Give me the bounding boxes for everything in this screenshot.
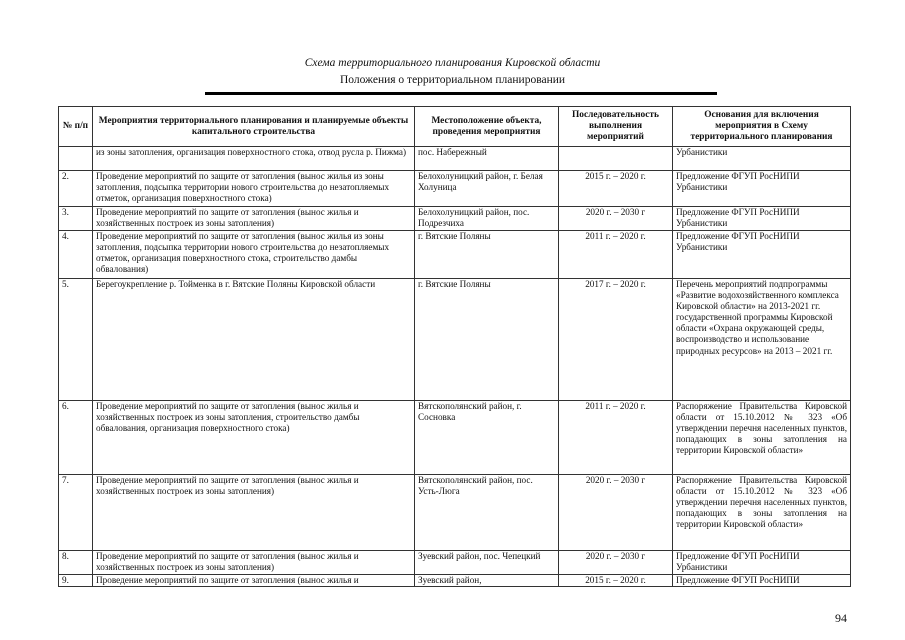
table-row — [59, 401, 851, 475]
table-row — [59, 551, 851, 575]
row-activity: Проведение мероприятий по защите от затопления (вынос жилья и хозяйственных построек из зоны затопления) — [93, 475, 415, 551]
row-location: г. Вятские Поляны — [415, 279, 559, 401]
row-location: Вятскополянский район, пос. Усть-Люга — [415, 475, 559, 551]
table-row — [59, 231, 851, 279]
row-location: Зуевский район, пос. Чепецкий — [415, 551, 559, 575]
col-header-number: № п/п — [59, 107, 93, 147]
row-basis: Распоряжение Правительства Кировской области от 15.10.2012 № 323 «Об утверждении перечня населенных пунктов, попадающих в зоны затопления на территории Кировской области» — [673, 401, 851, 475]
row-number: 9. — [59, 575, 93, 587]
row-activity: Проведение мероприятий по защите от затопления (вынос жилья и хозяйственных построек из зоны затопления) — [93, 551, 415, 575]
row-number: 7. — [59, 475, 93, 551]
table-row — [59, 279, 851, 401]
row-location: Белохолуницкий район, пос. Подрезчиха — [415, 207, 559, 231]
row-basis: Предложение ФГУП РосНИПИ Урбанистики — [673, 551, 851, 575]
row-activity: Проведение мероприятий по защите от затопления (вынос жилья и хозяйственных построек из зоны затопления, строительство дамбы обвалования, организация поверхностного стока) — [93, 401, 415, 475]
row-period: 2020 г. – 2030 г — [559, 475, 673, 551]
row-number: 5. — [59, 279, 93, 401]
header-divider — [205, 92, 717, 95]
table-row — [59, 575, 851, 587]
row-activity: Проведение мероприятий по защите от затопления (вынос жилья из зоны затопления, подсыпка территории нового строительства до незатопляемых отметок, организация поверхностного стока, строительство дамбы обвалования) — [93, 231, 415, 279]
col-header-location: Местоположение объекта, проведения мероприятия — [415, 107, 559, 147]
row-basis: Предложение ФГУП РосНИПИ Урбанистики — [673, 171, 851, 207]
row-number: 8. — [59, 551, 93, 575]
table-row — [59, 475, 851, 551]
row-activity: Проведение мероприятий по защите от затопления (вынос жилья и — [93, 575, 415, 587]
row-basis: Перечень мероприятий подпрограммы «Развитие водохозяйственного комплекса Кировской области» на 2013-2021 гг. государственной программы Кировской области «Охрана окружающей среды, воспроизводство и использование природных ресурсов» на 2013 – 2021 гг. — [673, 279, 851, 401]
row-number: 3. — [59, 207, 93, 231]
row-basis: Предложение ФГУП РосНИПИ Урбанистики — [673, 231, 851, 279]
col-header-period: Последовательность выполнения мероприятий — [559, 107, 673, 147]
row-location: Вятскополянский район, г. Сосновка — [415, 401, 559, 475]
row-period: 2020 г. – 2030 г — [559, 207, 673, 231]
row-number: 6. — [59, 401, 93, 475]
row-basis: Урбанистики — [673, 147, 851, 171]
row-number — [59, 147, 93, 171]
row-location: пос. Набережный — [415, 147, 559, 171]
page-number: 94 — [835, 611, 847, 625]
row-period: 2015 г. – 2020 г. — [559, 575, 673, 587]
document-title: Схема территориального планирования Кировской области — [304, 57, 601, 69]
activities-table — [58, 106, 851, 587]
row-period — [559, 147, 673, 171]
row-period: 2020 г. – 2030 г — [559, 551, 673, 575]
row-activity: Проведение мероприятий по защите от затопления (вынос жилья и хозяйственных построек из зоны затопления) — [93, 207, 415, 231]
table-header-row — [59, 107, 851, 147]
row-period: 2017 г. – 2020 г. — [559, 279, 673, 401]
table-row — [59, 207, 851, 231]
row-activity: Берегоукрепление р. Тойменка в г. Вятские Поляны Кировской области — [93, 279, 415, 401]
col-header-activity: Мероприятия территориального планирования и планируемые объекты капитального строительства — [93, 107, 415, 147]
row-location: Зуевский район, — [415, 575, 559, 587]
row-number: 2. — [59, 171, 93, 207]
row-activity: из зоны затопления, организация поверхностного стока, отвод русла р. Пижма) — [93, 147, 415, 171]
document-subtitle: Положения о территориальном планировании — [339, 74, 566, 86]
row-period: 2011 г. – 2020 г. — [559, 231, 673, 279]
table-row — [59, 171, 851, 207]
table-row — [59, 147, 851, 171]
row-basis: Распоряжение Правительства Кировской области от 15.10.2012 № 323 «Об утверждении перечня населенных пунктов, попадающих в зоны затопления на территории Кировской области» — [673, 475, 851, 551]
row-period: 2015 г. – 2020 г. — [559, 171, 673, 207]
row-basis: Предложение ФГУП РосНИПИ Урбанистики — [673, 207, 851, 231]
row-activity: Проведение мероприятий по защите от затопления (вынос жилья из зоны затопления, подсыпка территории нового строительства до незатопляемых отметок, организация поверхностного стока) — [93, 171, 415, 207]
col-header-basis: Основания для включения мероприятия в Схему территориального планирования — [673, 107, 851, 147]
row-location: г. Вятские Поляны — [415, 231, 559, 279]
row-period: 2011 г. – 2020 г. — [559, 401, 673, 475]
row-location: Белохолуницкий район, г. Белая Холуница — [415, 171, 559, 207]
row-basis: Предложение ФГУП РосНИПИ — [673, 575, 851, 587]
row-number: 4. — [59, 231, 93, 279]
